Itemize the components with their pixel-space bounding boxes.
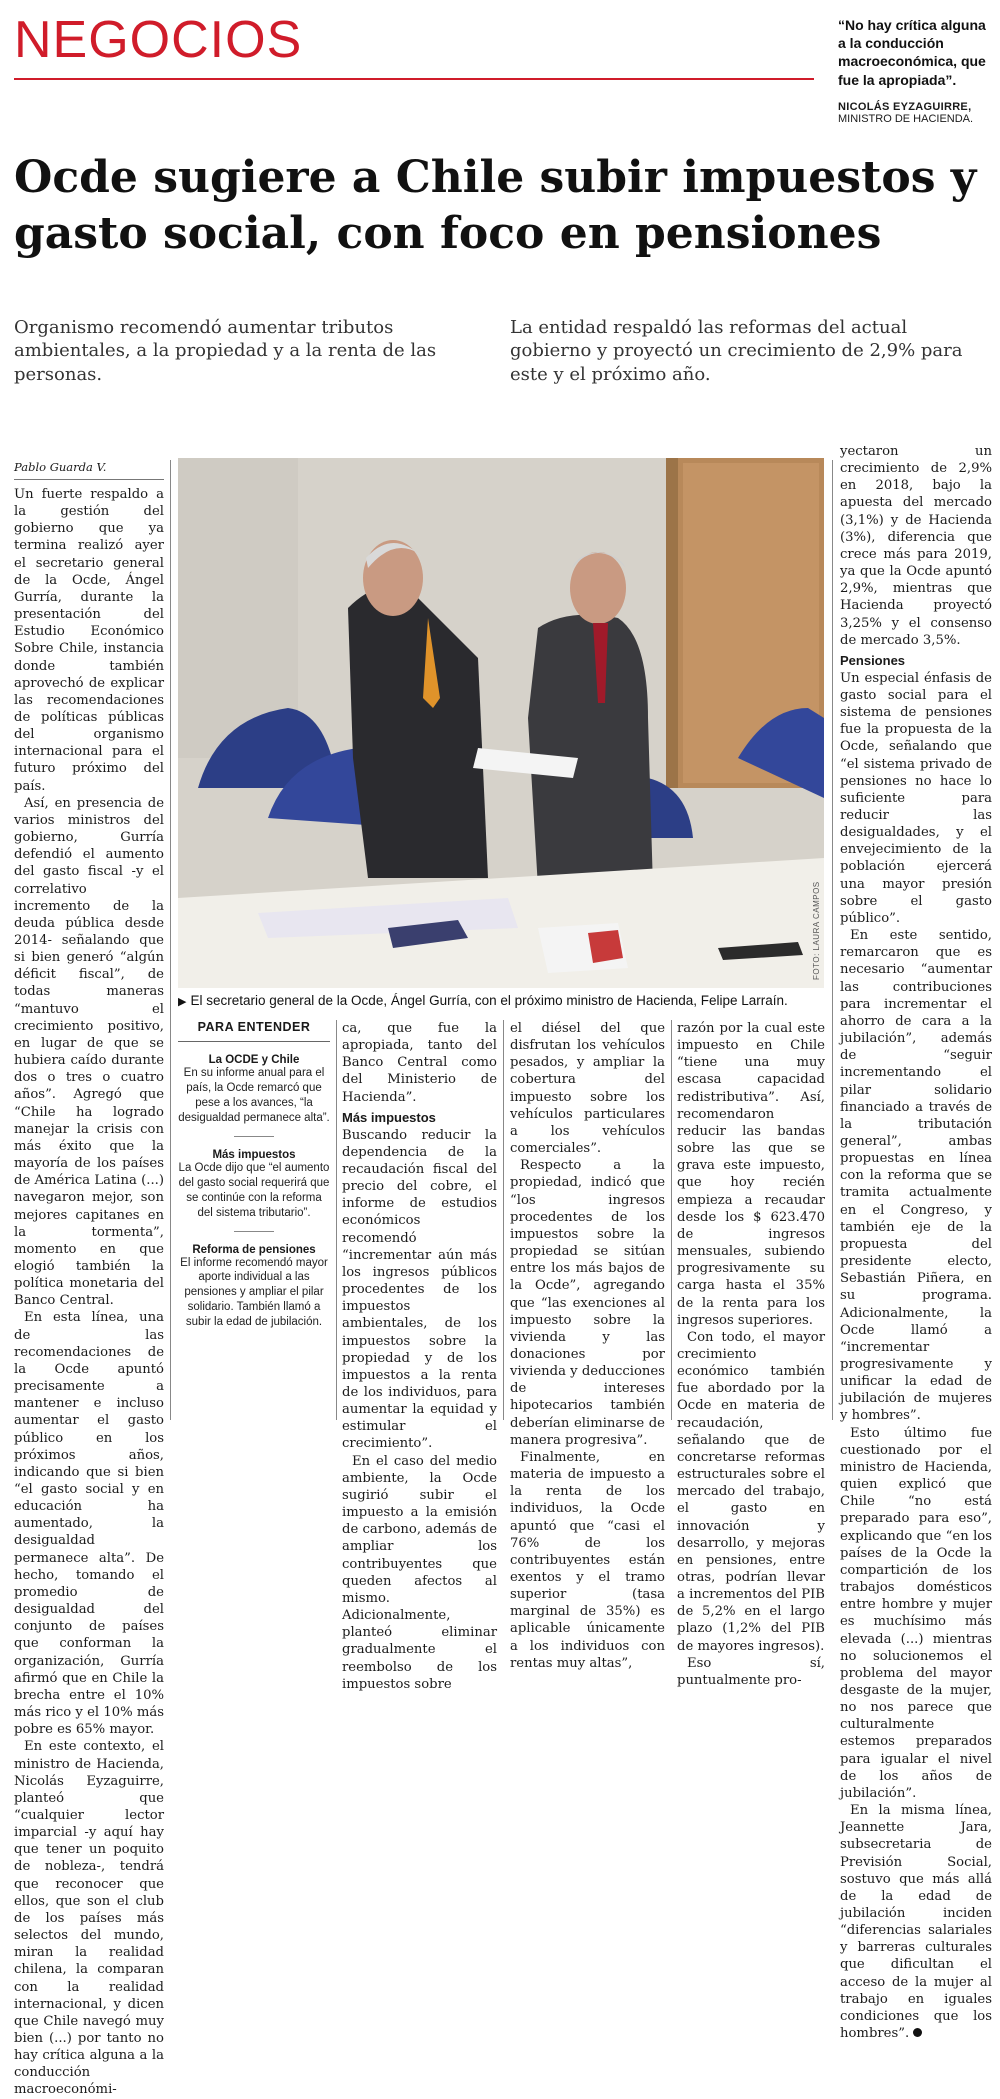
paragraph: Un fuerte respaldo a la gestión del gobierno que ya termina realizó ayer el secretario general de la Ocde, Ángel Gurría, durante la presentación del Estudio Económico Sobre Chile, instancia donde también aprovechó de explicar las recomendaciones de políticas públicas del organismo internacional para el futuro próximo del país. (14, 486, 164, 794)
end-mark-icon (913, 2028, 922, 2037)
para-entender-title: PARA ENTENDER (178, 1020, 330, 1042)
body-column-1 (14, 460, 164, 2099)
pull-quote (838, 16, 988, 125)
column-divider (336, 1020, 337, 1420)
para-entender-item (178, 1054, 330, 1137)
caption-text: El secretario general de la Ocde, Ángel Gurría, con el próximo ministro de Hacienda, Felipe Larraín. (190, 993, 788, 1008)
para-item-title: Más impuestos (212, 1148, 296, 1161)
paragraph: En este sentido, remarcaron que es necesario “aumentar las contribuciones para incrementar el ahorro de cara a la jubilación”, además de “seguir incrementando el pilar solidario financiado a través de la tributación general”, ambas propuestas en línea con la reforma que se tramita actualmente en el Congreso, y también eje de la propuesta del presidente electo, Sebastián Piñera, en su programa. Adicionalmente, la Ocde llamó a “incrementar progresivamente y unificar la edad de jubilación de mujeres y hombres”. (840, 928, 992, 1424)
paragraph: En esta línea, una de las recomendaciones de la Ocde apuntó precisamente a mantener e incluso aumentar el gasto público en los próximos años, indicando que si bien “el gasto social y en educación ha aumentado, la desigualdad permanece alta”. De hecho, tomando el promedio de desigualdad del conjunto de países que conforman la organización, Gurría afirmó que en Chile la brecha entre el 10% más rico y el 10% más pobre es 65% mayor. (14, 1310, 164, 1738)
news-photo (178, 458, 824, 988)
photo-caption (178, 993, 828, 1008)
para-item-text: La Ocde dijo que “el aumento del gasto social requerirá que se continúe con la reforma del sistema tributario”. (178, 1161, 330, 1219)
para-entender-item (178, 1149, 330, 1232)
subheading-pensiones: Pensiones (840, 652, 906, 668)
quote-role: MINISTRO DE HACIENDA. (838, 112, 974, 125)
photo-credit: FOTO: LAURA CAMPOS (812, 881, 821, 980)
para-entender-box (178, 1020, 330, 1330)
column-divider (170, 460, 171, 1420)
paragraph: Respecto a la propiedad, indicó que “los ingresos procedentes de los impuestos sobre la propiedad se sitúan entre los más bajos de la Ocde”, agregando que “las exenciones al impuesto sobre la vivienda y las donaciones por vivienda y deducciones de intereses hipotecarios también deberían eliminarse de manera progresiva”. (510, 1158, 665, 1448)
subheading-mas-impuestos: Más impuestos (342, 1109, 436, 1125)
section-rule (14, 78, 814, 80)
headline: Ocde sugiere a Chile subir impuestos y gasto social, con foco en pensiones (14, 152, 977, 260)
paragraph: ca, que fue la apropiada, tanto del Banco Central como del Ministerio de Hacienda”. (342, 1021, 497, 1105)
paragraph: Un especial énfasis de gasto social para el sistema de pensiones fue la propuesta de la Ocde, señalando que “el sistema privado de pensiones no hace lo suficiente para reducir las desigualdades, y el envejecimiento de la población ejercerá una mayor presión sobre el gasto público”. (840, 670, 992, 926)
paragraph: Así, en presencia de varios ministros del gobierno, Gurría defendió el aumento del gasto fiscal -y el correlativo incremento de la deuda pública desde 2014- señalando que si bien generó “algún déficit fiscal”, de todas maneras “mantuvo el crecimiento positivo, en lugar de que se hubiera caído durante dos o tres o cuatro años”. Agregó que “Chile ha logrado manejar la crisis con más éxito que la mayoría de los países de América Latina (...) navegaron mejor, son mejores capitanes en la tormenta”, momento en que elogió también la política monetaria del Banco Central. (14, 795, 164, 1309)
paragraph: En este contexto, el ministro de Hacienda, Nicolás Eyzaguirre, planteó que “cualquier lector imparcial -y aquí hay que tener un poquito de nobleza-, tendrá que reconocer que ellos, que son el club de los países más selectos del mundo, miran la realidad chilena, la comparan con la realidad internacional, y dicen que Chile navegó muy bien (...) por tanto no hay crítica alguna a la conducción macroeconómi- (14, 1739, 164, 2098)
paragraph: Finalmente, en materia de impuesto a la renta de los individuos, la Ocde apuntó que “casi el 76% de los contribuyentes están exentos y el tramo superior (tasa marginal de 35%) es aplicable únicamente a los individuos con rentas muy altas”, (510, 1449, 665, 1671)
body-column-5 (840, 443, 992, 2042)
deck-left: Organismo recomendó aumentar tributos ambientales, a la propiedad y a la renta de las personas. (14, 317, 437, 385)
para-separator (234, 1231, 274, 1232)
paragraph: el diésel del que disfrutan los vehículos pesados, y ampliar la cobertura del impuesto sobre los vehículos particulares a los vehículos comerciales”. (510, 1021, 665, 1157)
para-entender-item (178, 1244, 330, 1331)
para-item-text: El informe recomendó mayor aporte individual a las pensiones y ampliar el pilar solidario. También llamó a subir la edad de jubilación. (180, 1256, 328, 1329)
para-item-title: Reforma de pensiones (192, 1243, 316, 1256)
para-separator (234, 1136, 274, 1137)
column-divider (503, 1020, 504, 1420)
paragraph (840, 1802, 992, 2042)
caption-triangle-icon: ▶ (178, 996, 187, 1008)
paragraph: yectaron un crecimiento de 2,9% en 2018, bajo la apuesta del mercado (3,1%) y de Hacienda (3%), diferencia que crece más para 2019, ya que la Ocde apuntó 2,9%, mientras que Hacienda proyectó 3,25% y el consenso de mercado 3,5%. (840, 444, 992, 648)
deck-right: La entidad respaldó las reformas del actual gobierno y proyectó un crecimiento de 2,9% para este y el próximo año. (510, 317, 963, 385)
paragraph: En el caso del medio ambiente, la Ocde sugirió subir el impuesto a la emisión de carbono, además de ampliar los contribuyentes que queden afectos al mismo. Adicionalmente, planteó eliminar gradualmente el reembolso de los impuestos sobre (342, 1453, 497, 1692)
body-column-3 (510, 1020, 665, 1672)
paragraph: Con todo, el mayor crecimiento económico también fue abordado por la Ocde en materia de recaudación, señalando que de concretarse reformas estructurales sobre el mercado del trabajo, el gasto en innovación y desarrollo, y mejoras en pensiones, entre otras, podrían llevar a incrementos del PIB de 5,2% en el largo plazo (1,2% del PIB de mayores ingresos). (677, 1329, 825, 1654)
section-title: NEGOCIOS (14, 11, 303, 69)
paragraph: razón por la cual este impuesto en Chile “tiene una muy escasa capacidad redistributiva”. Así, recomendaron reducir las bandas sobre las que se grava este impuesto, que hoy recién empieza a recaudar desde los $ 623.470 de ingresos mensuales, subiendo progresivamente su carga hasta el 35% de la renta para los ingresos superiores. (677, 1021, 825, 1328)
byline: Pablo Guarda V. (14, 460, 164, 480)
para-item-title: La OCDE y Chile (208, 1054, 300, 1066)
quote-text: “No hay crítica alguna a la conducción macroeconómica, que fue la apropiada”. (838, 17, 986, 88)
para-item-text: En su informe anual para el país, la Ocde remarcó que pese a los avances, “la desigualdad permanece alta”. (178, 1067, 330, 1124)
paragraph: Buscando reducir la dependencia de la recaudación fiscal del precio del cobre, el informe de estudios económicos recomendó “incrementar aún más los ingresos públicos procedentes de los impuestos ambientales, de los impuestos sobre la propiedad y de los impuestos a la renta de los individuos, para aumentar la equidad y estimular el crecimiento”. (342, 1127, 497, 1452)
paragraph-text: En la misma línea, Jeannette Jara, subsecretaria de Previsión Social, sostuvo que más allá de la edad de jubilación inciden “diferencias salariales y barreras culturales que dificultan el acceso de la mujer al trabajo en iguales condiciones que los hombres”. (840, 1803, 992, 2042)
photo-illustration (178, 458, 824, 988)
body-column-4 (677, 1020, 825, 1689)
quote-author: NICOLÁS EYZAGUIRRE, (838, 100, 972, 113)
body-column-2 (342, 1020, 497, 1693)
column-divider (671, 1020, 672, 1420)
paragraph: Eso sí, puntualmente pro- (677, 1655, 825, 1688)
column-divider (832, 460, 833, 1420)
paragraph: Esto último fue cuestionado por el ministro de Hacienda, quien explicó que Chile “no está preparado para eso”, explicando que “en los países de la Ocde la compartición de los trabajos domésticos entre hombre y mujer es muchísimo más elevada (...) mientras no solucionemos el problema del mayor desgaste de la mujer, no nos parece que culturalmente estemos preparados para igualar el nivel de los años de jubilación”. (840, 1425, 992, 1801)
